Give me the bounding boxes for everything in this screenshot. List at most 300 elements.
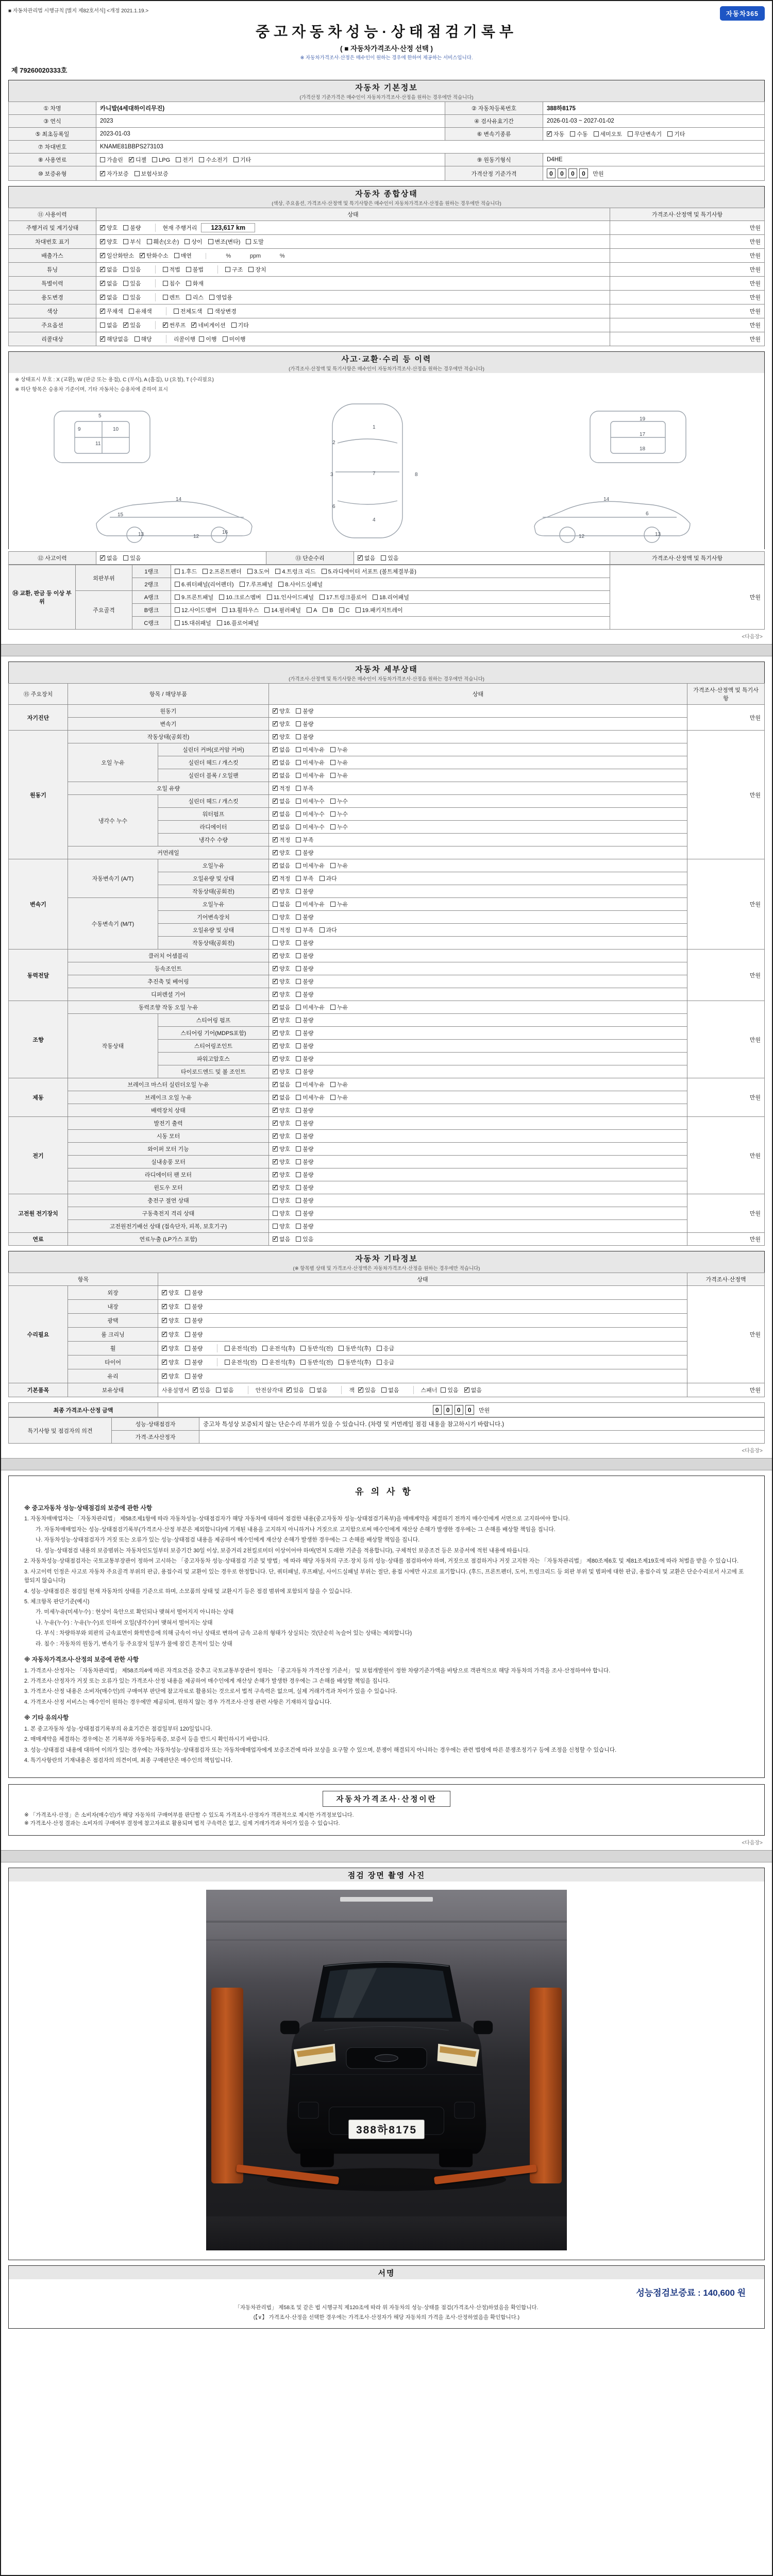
checkbox-양호[interactable] [273, 1222, 290, 1230]
checkbox-없음[interactable] [381, 1386, 399, 1394]
checkbox-B[interactable] [323, 607, 333, 614]
checkbox-LPG[interactable] [152, 157, 170, 163]
checkbox-group [175, 607, 409, 614]
device-state [269, 821, 687, 834]
checkbox-양호[interactable] [162, 1330, 179, 1338]
checkbox-양호[interactable] [273, 964, 290, 973]
checkbox-일산화탄소[interactable] [100, 251, 134, 260]
checkbox-양호[interactable] [273, 1042, 290, 1050]
checkbox-불법[interactable] [186, 265, 204, 274]
car-diagram-rear-icon [584, 406, 692, 468]
checkbox-보험사보증[interactable] [135, 170, 169, 178]
checkbox-있음[interactable] [123, 279, 141, 287]
checkbox-양호[interactable] [162, 1344, 179, 1352]
checkbox-icon [248, 267, 254, 272]
checkbox-없음[interactable] [273, 1003, 290, 1011]
checkbox-없음[interactable] [273, 797, 290, 805]
field-segment [100, 321, 155, 329]
checkbox-없음[interactable] [100, 293, 117, 301]
checkbox-양호[interactable] [273, 733, 290, 741]
checkbox-없음[interactable] [273, 1235, 290, 1243]
checkbox-기타[interactable] [233, 156, 251, 164]
notice-paragraph: 2. 가격조사·산정자가 거짓 또는 오류가 있는 가격조사·산정 내용을 제공하여 매수인에게 재산상 손해가 발생한 경우에는 그 손해를 배상할 책임을 집니다. [24, 1678, 390, 1684]
checkbox-장치[interactable] [248, 265, 266, 274]
checkbox-label: 렌트 [169, 295, 180, 301]
checkbox-label: 세미오토 [600, 131, 623, 138]
checkbox-과다[interactable] [320, 926, 337, 934]
checkbox-기타[interactable] [667, 130, 685, 138]
checkbox-디젤[interactable] [129, 156, 146, 164]
checkbox-있음[interactable] [358, 1386, 376, 1394]
checkbox-누유[interactable] [330, 745, 348, 754]
checkbox-양호[interactable] [273, 1029, 290, 1037]
checkbox-불량[interactable] [296, 720, 313, 728]
etc-item-col: 항목 [9, 1273, 158, 1286]
checkbox-group [273, 1056, 320, 1062]
price-cell: 만원 [687, 1001, 765, 1078]
checkbox-icon [123, 281, 128, 286]
checkbox-19.패키지트레이[interactable] [356, 606, 403, 614]
checkbox-label: 없음 [279, 863, 291, 869]
checkbox-해당[interactable] [135, 335, 152, 343]
checkbox-운전석(전)[interactable] [225, 1344, 257, 1352]
usage-item-label: 배출가스 [9, 249, 96, 263]
checkbox-없음[interactable] [273, 861, 290, 870]
checkbox-group [273, 1108, 320, 1114]
checkbox-불량[interactable] [296, 1171, 313, 1179]
checkbox-누유[interactable] [330, 1080, 348, 1089]
checkbox-있음[interactable] [123, 293, 141, 301]
checkbox-유채색[interactable] [129, 307, 152, 315]
checkbox-icon [441, 1387, 446, 1393]
checkbox-부족[interactable] [296, 784, 313, 792]
checkbox-불량[interactable] [185, 1372, 203, 1380]
checkbox-양호[interactable] [273, 1067, 290, 1076]
checkbox-누유[interactable] [330, 861, 348, 870]
photo-section-title: 점검 장면 촬영 사진 [347, 1871, 426, 1880]
checkbox-group [162, 1374, 209, 1380]
car-diagram-side-right-icon [527, 486, 697, 543]
checkbox-적정[interactable] [273, 836, 290, 844]
checkbox-훼손(오손)[interactable] [147, 238, 179, 246]
usage-item-state [96, 318, 610, 332]
field-segment [162, 1386, 248, 1394]
checkbox-양호[interactable] [273, 720, 290, 728]
checkbox-없음[interactable] [273, 745, 290, 754]
checkbox-누수[interactable] [330, 823, 348, 831]
checkbox-불량[interactable] [296, 1183, 313, 1192]
service-badge: 자동차365 [720, 6, 765, 21]
page-subtitle: ( ■ 자동차가격조사·산정 선택 ) [340, 45, 433, 53]
checkbox-icon [296, 1172, 301, 1177]
checkbox-label: 불량 [303, 734, 314, 740]
checkbox-group [100, 281, 147, 287]
checkbox-양호[interactable] [273, 1119, 290, 1127]
checkbox-label: 없음 [279, 811, 291, 818]
checkbox-불량[interactable] [185, 1344, 203, 1352]
checkbox-있음[interactable] [123, 554, 141, 562]
checkbox-10.크로스멤버[interactable] [219, 593, 261, 601]
checkbox-없음[interactable] [464, 1386, 482, 1394]
etc-item: 휠 [68, 1342, 158, 1355]
checkbox-양호[interactable] [162, 1316, 179, 1325]
checkbox-6.쿼터패널(리어펜더)[interactable] [175, 580, 234, 588]
checkbox-불량[interactable] [296, 1209, 313, 1217]
checkbox-불량[interactable] [296, 1042, 313, 1050]
checkbox-없음[interactable] [100, 265, 117, 274]
checkbox-icon [273, 1172, 278, 1177]
checkbox-group [273, 876, 343, 882]
car-diagram-top-icon [321, 400, 414, 542]
checkbox-부족[interactable] [296, 926, 313, 934]
checkbox-label: 양호 [279, 1146, 291, 1153]
checkbox-자가보증[interactable] [100, 170, 129, 178]
checkbox-icon [273, 940, 278, 945]
checkbox-5.라디에이터 서포트 (볼트체결부품)[interactable] [322, 567, 416, 575]
checkbox-미세누수[interactable] [296, 810, 325, 818]
checkbox-양호[interactable] [273, 1145, 290, 1153]
checkbox-미세누수[interactable] [296, 823, 325, 831]
checkbox-있음[interactable] [287, 1386, 304, 1394]
checkbox-불량[interactable] [185, 1316, 203, 1325]
checkbox-동반석(후)[interactable] [339, 1344, 371, 1352]
checkbox-A[interactable] [307, 607, 317, 614]
checkbox-무채색[interactable] [100, 307, 123, 315]
checkbox-리스[interactable] [186, 293, 204, 301]
checkbox-8.사이드실패널[interactable] [278, 580, 323, 588]
checkbox-icon [267, 595, 272, 600]
checkbox-없음[interactable] [273, 758, 290, 767]
checkbox-없음[interactable] [100, 321, 117, 329]
checkbox-매연[interactable] [174, 251, 192, 260]
checkbox-label: 동반석(전) [307, 1346, 333, 1352]
checkbox-미세누유[interactable] [296, 771, 325, 779]
device-part: 실린더 헤드 / 개스킷 [158, 756, 269, 769]
checkbox-없음[interactable] [273, 823, 290, 831]
checkbox-없음[interactable] [273, 810, 290, 818]
checkbox-미세누유[interactable] [296, 758, 325, 767]
checkbox-없음[interactable] [216, 1386, 233, 1394]
device-item: 연료누출 (LP가스 포함) [68, 1233, 269, 1246]
checkbox-양호[interactable] [273, 1106, 290, 1114]
checkbox-label: 적정 [279, 837, 291, 843]
checkbox-부족[interactable] [296, 874, 313, 883]
checkbox-누유[interactable] [330, 1003, 348, 1011]
checkbox-적정[interactable] [273, 874, 290, 883]
checkbox-색상변경[interactable] [208, 307, 237, 315]
checkbox-불량[interactable] [296, 1055, 313, 1063]
checkbox-양호[interactable] [273, 1171, 290, 1179]
checkbox-icon [296, 824, 301, 829]
first-reg-label: ⑤ 최초등록일 [9, 128, 96, 141]
checkbox-label: 응급 [383, 1360, 395, 1366]
checkbox-불량[interactable] [185, 1330, 203, 1338]
checkbox-불량[interactable] [296, 939, 313, 947]
checkbox-불량[interactable] [123, 224, 141, 232]
checkbox-불량[interactable] [296, 1132, 313, 1140]
checkbox-미세누유[interactable] [296, 745, 325, 754]
checkbox-없음[interactable] [273, 900, 290, 908]
device-item: 추진축 및 베어링 [68, 975, 269, 988]
checkbox-운전석(후)[interactable] [262, 1344, 295, 1352]
checkbox-양호[interactable] [273, 977, 290, 986]
checkbox-누유[interactable] [330, 758, 348, 767]
checkbox-7.루프패널[interactable] [240, 580, 273, 588]
checkbox-icon [330, 824, 335, 829]
notice-paragraph: 나. 자동차성능·상태점검자가 거짓 또는 오류가 있는 성능·상태점검 내용을 제공하여 매수인에게 재산상 손해가 발생한 경우에는 그 손해를 배상할 책임을 집니다. [36, 1537, 420, 1544]
checkbox-icon [275, 569, 280, 574]
checkbox-있음[interactable] [381, 554, 398, 562]
checkbox-불량[interactable] [296, 1196, 313, 1205]
checkbox-label: 없음 [279, 1082, 291, 1088]
checkbox-13.휠하우스[interactable] [222, 606, 259, 614]
checkbox-없음[interactable] [273, 1093, 290, 1101]
notice-paragraph: 1. 본 중고자동차 성능·상태점검기록부의 유효기간은 점검일부터 120일입니다. [24, 1725, 212, 1732]
checkbox-영업용[interactable] [209, 293, 232, 301]
exchange-label: ⑭ 교환, 판금 등 이상 부위 [9, 565, 76, 630]
checkbox-불량[interactable] [296, 1067, 313, 1076]
checkbox-icon [296, 1095, 301, 1100]
checkbox-전기[interactable] [176, 156, 193, 164]
checkbox-icon [377, 1346, 382, 1351]
checkbox-누유[interactable] [330, 771, 348, 779]
checkbox-해당없음[interactable] [100, 335, 129, 343]
price-cell: 만원 [610, 304, 765, 318]
checkbox-미세누유[interactable] [296, 1093, 325, 1101]
device-state [269, 1053, 687, 1065]
checkbox-양호[interactable] [273, 849, 290, 857]
checkbox-16.플로어패널[interactable] [217, 619, 259, 627]
checkbox-icon [296, 953, 301, 958]
field-segment [100, 238, 278, 246]
checkbox-불량[interactable] [296, 977, 313, 986]
checkbox-11.인사이드패널[interactable] [267, 593, 314, 601]
checkbox-label: LPG [159, 157, 171, 163]
checkbox-icon [339, 1360, 344, 1365]
device-state [269, 975, 687, 988]
checkbox-9.프론트패널[interactable] [175, 593, 213, 601]
checkbox-도말[interactable] [246, 238, 263, 246]
diagram-number: 13 [138, 532, 144, 537]
checkbox-양호[interactable] [273, 1055, 290, 1063]
device-group: 원동기 [9, 731, 68, 859]
device-item: 작동상태(공회전) [68, 731, 269, 743]
checkbox-상이[interactable] [184, 238, 202, 246]
section-basic-info [8, 80, 765, 181]
checkbox-기타[interactable] [231, 321, 249, 329]
checkbox-변조(변타)[interactable] [208, 238, 241, 246]
checkbox-양호[interactable] [273, 707, 290, 715]
checkbox-없음[interactable] [273, 771, 290, 779]
checkbox-2.프론트펜더[interactable] [203, 567, 241, 575]
checkbox-미세누유[interactable] [296, 1003, 325, 1011]
checkbox-양호[interactable] [162, 1289, 179, 1297]
checkbox-과다[interactable] [320, 874, 337, 883]
checkbox-응급[interactable] [377, 1358, 394, 1366]
checkbox-label: 없음 [279, 760, 291, 766]
checkbox-18.리어패널[interactable] [373, 593, 409, 601]
checkbox-부족[interactable] [296, 836, 313, 844]
checkbox-불량[interactable] [296, 887, 313, 895]
checkbox-양호[interactable] [162, 1372, 179, 1380]
checkbox-있음[interactable] [193, 1386, 210, 1394]
checkbox-양호[interactable] [162, 1358, 179, 1366]
checkbox-있음[interactable] [123, 265, 141, 274]
checkbox-C[interactable] [339, 607, 350, 614]
checkbox-label: 불량 [303, 966, 314, 972]
checkbox-양호[interactable] [162, 1302, 179, 1311]
device-state [269, 1091, 687, 1104]
checkbox-불량[interactable] [185, 1302, 203, 1311]
checkbox-누유[interactable] [330, 900, 348, 908]
checkbox-수동[interactable] [570, 130, 587, 138]
checkbox-불량[interactable] [296, 733, 313, 741]
checkbox-label: 가솔린 [107, 157, 123, 163]
checkbox-icon [296, 786, 301, 791]
checkbox-label: 양호 [107, 239, 118, 245]
checkbox-불량[interactable] [296, 952, 313, 960]
checkbox-14.필러패널[interactable] [264, 606, 301, 614]
checkbox-있음[interactable] [123, 321, 141, 329]
checkbox-있음[interactable] [441, 1386, 458, 1394]
checkbox-양호[interactable] [273, 1196, 290, 1205]
checkbox-불량[interactable] [296, 964, 313, 973]
checkbox-label: 없음 [279, 1236, 291, 1243]
checkbox-icon [381, 1387, 386, 1393]
checkbox-운전석(전)[interactable] [225, 1358, 257, 1366]
device-part: 스티어링조인트 [158, 1040, 269, 1053]
checkbox-동반석(전)[interactable] [300, 1358, 333, 1366]
checkbox-없음[interactable] [100, 554, 117, 562]
checkbox-4.트렁크 리드[interactable] [275, 567, 315, 575]
checkbox-미이행[interactable] [223, 335, 246, 343]
checkbox-렌트[interactable] [163, 293, 180, 301]
checkbox-label: 없음 [316, 1387, 328, 1394]
checkbox-icon [330, 1095, 335, 1100]
checkbox-label: 양호 [279, 1159, 291, 1165]
checkbox-양호[interactable] [273, 887, 290, 895]
checkbox-1.후드[interactable] [175, 567, 197, 575]
checkbox-부식[interactable] [123, 238, 141, 246]
checkbox-자동[interactable] [547, 130, 564, 138]
checkbox-icon [231, 323, 237, 328]
checkbox-탄화수소[interactable] [140, 251, 169, 260]
checkbox-17.트렁크플로어[interactable] [320, 593, 367, 601]
checkbox-전체도색[interactable] [174, 307, 203, 315]
checkbox-누수[interactable] [330, 810, 348, 818]
checkbox-불량[interactable] [296, 1119, 313, 1127]
usage-item-state [96, 291, 610, 304]
checkbox-이행[interactable] [199, 335, 216, 343]
checkbox-label: 기타 [240, 157, 251, 163]
checkbox-불량[interactable] [296, 707, 313, 715]
checkbox-icon [273, 1224, 278, 1229]
checkbox-가솔린[interactable] [100, 156, 123, 164]
checkbox-없음[interactable] [273, 1080, 290, 1089]
checkbox-양호[interactable] [273, 1183, 290, 1192]
checkbox-icon [273, 811, 278, 817]
checkbox-불량[interactable] [296, 1106, 313, 1114]
checkbox-3.도어[interactable] [247, 567, 270, 575]
checkbox-불량[interactable] [296, 1029, 313, 1037]
checkbox-양호[interactable] [273, 1016, 290, 1024]
checkbox-icon [100, 295, 105, 300]
device-row [9, 1143, 765, 1156]
checkbox-불량[interactable] [296, 849, 313, 857]
checkbox-불량[interactable] [296, 1158, 313, 1166]
checkbox-불량[interactable] [296, 1222, 313, 1230]
checkbox-없음[interactable] [358, 554, 375, 562]
checkbox-수소전기[interactable] [199, 156, 228, 164]
checkbox-운전석(후)[interactable] [262, 1358, 295, 1366]
checkbox-양호[interactable] [273, 952, 290, 960]
checkbox-양호[interactable] [273, 1132, 290, 1140]
basic-section-note: (가격산정 기준가격은 매수인이 자동차가격조사·산정을 원하는 경우에만 적습니다) [299, 95, 474, 100]
checkbox-무단변속기[interactable] [628, 130, 662, 138]
checkbox-화재[interactable] [186, 279, 204, 287]
checkbox-label: 전체도색 [180, 309, 203, 315]
checkbox-양호[interactable] [273, 939, 290, 947]
checkbox-양호[interactable] [100, 224, 117, 232]
checkbox-네비게이션[interactable] [191, 321, 225, 329]
checkbox-불량[interactable] [296, 990, 313, 998]
checkbox-label: 해당없음 [107, 336, 129, 343]
checkbox-응급[interactable] [377, 1344, 394, 1352]
appraiser-opinion-text [199, 1431, 765, 1444]
checkbox-침수[interactable] [163, 279, 180, 287]
checkbox-세미오토[interactable] [594, 130, 623, 138]
checkbox-불량[interactable] [296, 913, 313, 921]
checkbox-미세누수[interactable] [296, 797, 325, 805]
device-group: 동력전달 [9, 950, 68, 1001]
checkbox-썬루프[interactable] [163, 321, 186, 329]
checkbox-icon [570, 131, 575, 137]
checkbox-불량[interactable] [296, 1145, 313, 1153]
checkbox-구조[interactable] [225, 265, 243, 274]
checkbox-불량[interactable] [296, 1016, 313, 1024]
checkbox-동반석(전)[interactable] [300, 1344, 333, 1352]
checkbox-불량[interactable] [185, 1358, 203, 1366]
checkbox-누유[interactable] [330, 1093, 348, 1101]
checkbox-불량[interactable] [185, 1289, 203, 1297]
checkbox-없음[interactable] [100, 279, 117, 287]
checkbox-미세누유[interactable] [296, 900, 325, 908]
etc-state [158, 1342, 687, 1355]
checkbox-미세누유[interactable] [296, 1080, 325, 1089]
checkbox-미세누유[interactable] [296, 861, 325, 870]
checkbox-12.사이드멤버[interactable] [175, 606, 216, 614]
checkbox-적법[interactable] [163, 265, 180, 274]
checkbox-15.대쉬패널[interactable] [175, 619, 211, 627]
checkbox-group [273, 889, 320, 895]
checkbox-label: 불량 [192, 1374, 203, 1380]
checkbox-양호[interactable] [100, 238, 117, 246]
notice-paragraph: 가. 미세누유(미세누수) : 현상이 육안으로 확인되나 맺혀서 떨어지지 아니하는 상태 [36, 1609, 234, 1616]
checkbox-양호[interactable] [273, 1158, 290, 1166]
checkbox-동반석(후)[interactable] [339, 1358, 371, 1366]
checkbox-누수[interactable] [330, 797, 348, 805]
checkbox-icon [320, 876, 325, 881]
checkbox-있음[interactable] [296, 1235, 313, 1243]
checkbox-양호[interactable] [273, 913, 290, 921]
checkbox-적정[interactable] [273, 926, 290, 934]
rank-label: 1랭크 [132, 565, 171, 578]
inspector-opinion-table [8, 1417, 765, 1444]
checkbox-양호[interactable] [273, 990, 290, 998]
checkbox-없음[interactable] [310, 1386, 327, 1394]
checkbox-양호[interactable] [273, 1209, 290, 1217]
checkbox-적정[interactable] [273, 784, 290, 792]
